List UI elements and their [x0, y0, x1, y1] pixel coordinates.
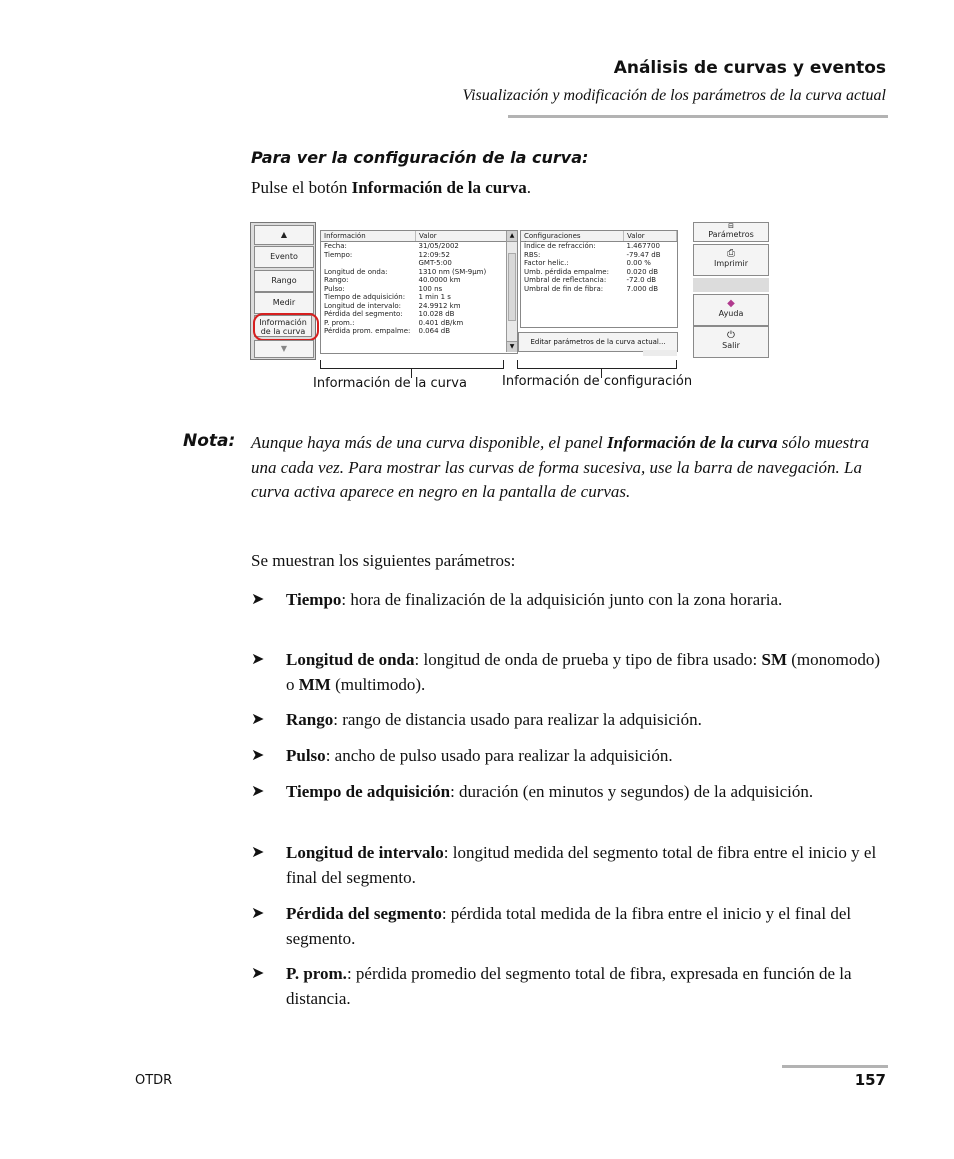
procedure-heading: Para ver la configuración de la curva: [251, 148, 589, 167]
scroll-down-button[interactable] [254, 340, 314, 358]
param-name: Fecha: [324, 242, 347, 250]
param-value: 1 min 1 s [418, 293, 451, 301]
triangle-up-icon: ▲ [280, 230, 288, 239]
help-book-icon: ◆ [727, 298, 735, 309]
col-header: Configuraciones [521, 231, 624, 242]
config-bracket [517, 360, 677, 369]
param-name: Longitud de intervalo: [324, 301, 402, 310]
imprimir-label: Imprimir [713, 259, 749, 268]
param-value: 100 ns [418, 284, 443, 293]
section-subtitle: Visualización y modificación de los parámetros de la curva actual [462, 87, 886, 104]
parametros-label: Parámetros [708, 230, 754, 239]
edit-parameters-button[interactable]: Editar parámetros de la curva actual... [518, 332, 678, 352]
arrow-bullet-icon: ➤ [251, 905, 265, 922]
arrow-bullet-icon: ➤ [251, 747, 265, 764]
ayuda-label: Ayuda [718, 309, 744, 318]
caption-config-info: Información de configuración [502, 374, 693, 389]
highlight-circle [253, 313, 319, 341]
table-row [521, 251, 677, 260]
info-bracket [320, 360, 504, 369]
arrow-bullet-icon: ➤ [251, 651, 265, 668]
param-name: RBS: [524, 250, 541, 259]
rango-button[interactable]: Rango [254, 270, 314, 292]
parameters-icon: ⊟ [728, 222, 734, 230]
triangle-down-icon: ▼ [280, 344, 288, 353]
power-icon: ⏻ [727, 330, 735, 341]
curve-info-panel [320, 230, 518, 354]
arrow-bullet-icon: ➤ [251, 783, 265, 800]
parametros-button[interactable] [693, 222, 769, 242]
param-name: Pérdida prom. empalme: [324, 327, 411, 335]
param-name: Longitud de onda: [324, 267, 388, 276]
scroll-thumb[interactable] [508, 253, 516, 321]
arrow-bullet-icon: ➤ [251, 711, 265, 728]
table-row [521, 268, 677, 277]
param-value: 1.467700 [626, 242, 660, 250]
printer-icon: ⎙ [727, 248, 735, 259]
param-value: 0.401 dB/km [418, 318, 464, 327]
arrow-bullet-icon: ➤ [251, 591, 265, 608]
col-header: Valor [624, 231, 677, 242]
table-row [321, 268, 517, 277]
curve-info-table [321, 231, 517, 336]
bullet-item: ➤ Tiempo de adquisición: duración (en minutos y segundos) de la adquisición. [251, 780, 891, 805]
procedure-text: Pulse el botón Información de la curva. [251, 178, 532, 197]
section-title: Análisis de curvas y eventos [613, 58, 886, 78]
param-name: Factor helic.: [524, 259, 569, 267]
param-value: -79.47 dB [626, 250, 661, 259]
scroll-up-button[interactable] [254, 225, 314, 245]
imprimir-button[interactable] [693, 244, 769, 276]
bullet-item: ➤ Pérdida del segmento: pérdida total medida de la fibra entre el inicio y el final del segmento. [251, 904, 852, 948]
table-row [521, 259, 677, 268]
param-name: Umb. pérdida empalme: [524, 267, 609, 276]
param-value: 0.020 dB [626, 267, 659, 276]
table-row [321, 251, 517, 260]
param-value: 0.064 dB [418, 327, 451, 335]
param-value: 40.0000 km [418, 276, 461, 284]
bullet-item: ➤ Longitud de onda: longitud de onda de prueba y tipo de fibra usado: SM (monomodo) o MM (multimodo). [251, 650, 881, 694]
evento-button[interactable]: Evento [254, 246, 314, 268]
param-name: Pulso: [324, 284, 345, 293]
table-row [321, 242, 517, 251]
parameters-intro: Se muestran los siguientes parámetros: [251, 551, 516, 570]
param-name: Umbral de reflectancia: [524, 276, 607, 284]
param-name [321, 259, 416, 268]
col-header: Valor [416, 231, 517, 242]
param-value: -72.0 dB [626, 276, 657, 284]
ayuda-button[interactable] [693, 294, 769, 326]
button-gap [693, 278, 769, 292]
bullet-item: ➤ Tiempo: hora de finalización de la adquisición junto con la zona horaria. [251, 588, 891, 613]
page-number: 157 [854, 1071, 886, 1089]
salir-button[interactable] [693, 326, 769, 358]
table-row [521, 242, 677, 251]
bullet-item: ➤ Pulso: ancho de pulso usado para realizar la adquisición. [251, 744, 891, 769]
header-rule [508, 115, 888, 118]
note-label: Nota: [183, 431, 236, 451]
param-name: Umbral de fin de fibra: [524, 284, 604, 293]
bullet-item: ➤ P. prom.: pérdida promedio del segmento total de fibra, expresada en función de la distancia. [251, 964, 852, 1008]
footer-product: OTDR [135, 1073, 173, 1088]
table-row [321, 302, 517, 311]
table-row [321, 327, 517, 336]
table-row [521, 276, 677, 285]
note-text: Aunque haya más de una curva disponible, el panel Información de la curva sólo muestra una cada vez. Para mostrar las curvas de forma sucesiva, use la barra de navegación. La curva activa aparece en negro en la pantalla de curvas. [251, 433, 870, 501]
salir-label: Salir [722, 341, 740, 350]
param-value: 1310 nm (SM-9µm) [418, 267, 487, 276]
param-value: 10.028 dB [418, 310, 455, 318]
caption-curve-info: Información de la curva [313, 376, 467, 391]
table-row [321, 276, 517, 285]
config-panel [520, 230, 678, 328]
medir-button[interactable]: Medir [254, 292, 314, 314]
table-row [321, 285, 517, 294]
table-row [321, 293, 517, 302]
config-table [521, 231, 677, 293]
table-row [321, 259, 517, 268]
bullet-item: ➤ Longitud de intervalo: longitud medida del segmento total de fibra entre el inicio y el final del segmento. [251, 843, 877, 887]
scroll-up-arrow-icon[interactable]: ▲ [507, 231, 517, 242]
table-row [321, 310, 517, 319]
info-button-line1: Información [259, 318, 307, 327]
param-name: Tiempo: [324, 250, 353, 259]
param-value: 12:09:52 [418, 250, 450, 259]
table-row [321, 319, 517, 328]
param-name: P. prom.: [324, 318, 355, 327]
table-row [521, 285, 677, 294]
bullet-item: ➤ Rango: rango de distancia usado para realizar la adquisición. [251, 708, 891, 733]
param-value: 24.9912 km [418, 301, 461, 310]
param-name: Pérdida del segmento: [324, 310, 403, 318]
otdr-screenshot [250, 222, 770, 360]
scroll-down-arrow-icon[interactable]: ▼ [507, 341, 517, 352]
footer-rule [782, 1065, 888, 1068]
param-name: Tiempo de adquisición: [324, 293, 406, 301]
arrow-bullet-icon: ➤ [251, 844, 265, 861]
param-value: 7.000 dB [626, 284, 659, 293]
param-name: Rango: [324, 276, 349, 284]
param-value: 31/05/2002 [418, 242, 459, 250]
col-header: Información [321, 231, 416, 242]
param-value: 0.00 % [626, 259, 651, 267]
param-value: GMT-5:00 [418, 259, 452, 267]
arrow-bullet-icon: ➤ [251, 965, 265, 982]
info-scrollbar[interactable] [506, 231, 517, 352]
info-button-line2: de la curva [260, 327, 306, 336]
panel-edge [643, 350, 677, 356]
param-name: Índice de refracción: [524, 242, 596, 250]
